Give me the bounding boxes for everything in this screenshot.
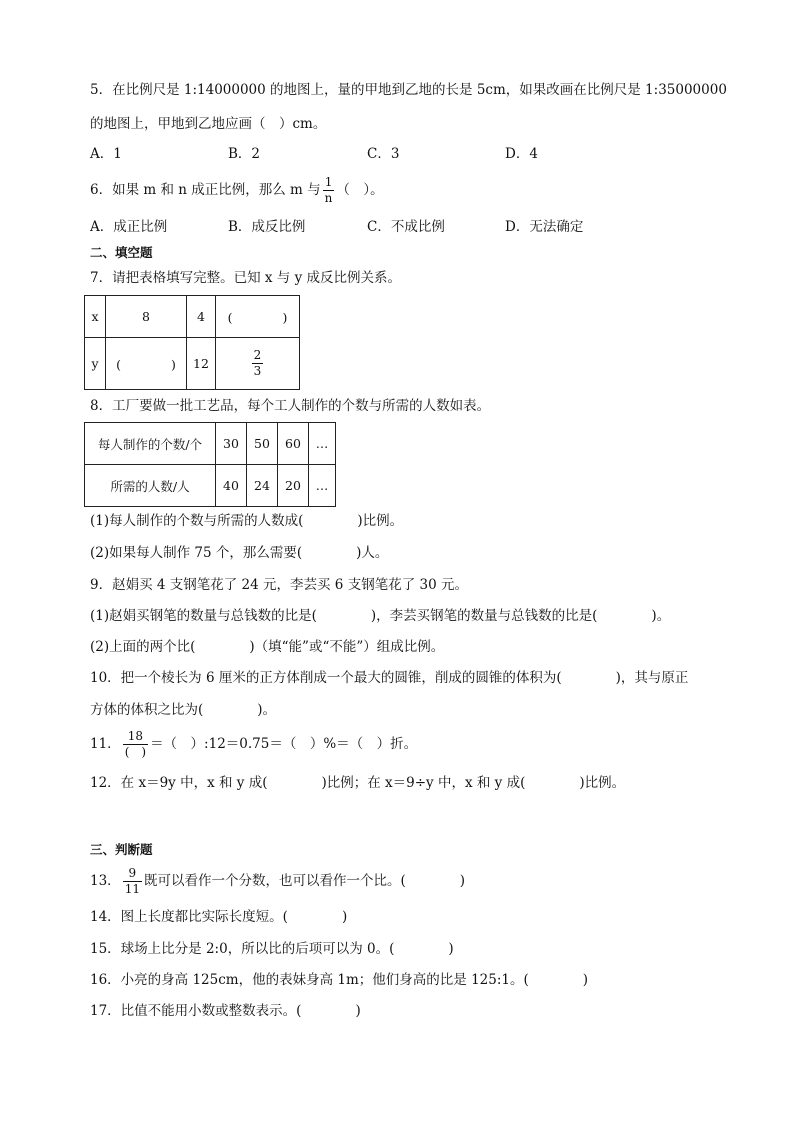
table-cell: … [309,465,336,507]
question-16: 16．小亮的身高 125cm，他的表妹身高 1m；他们身高的比是 125:1。( ) [90,972,589,988]
option-c: C．不成比例 [367,219,445,235]
question-13-prefix: 13． [90,873,121,889]
question-13 [90,862,465,900]
question-11-prefix: 11． [90,736,121,752]
table-cell: … [309,423,336,465]
question-8-text: 8．工厂要做一批工艺品，每个工人制作的个数与所需的人数如表。 [90,398,491,414]
option-a: A．1 [90,146,122,162]
fraction-1-over-n: $\frac{1}{n}$ [324,175,333,205]
question-7-table [84,295,300,390]
table-cell-fraction: $\frac{2}{3}$ [216,338,300,390]
option-d: D．4 [505,146,538,162]
table-cell: y [85,338,106,390]
question-7-text: 7．请把表格填写完整。已知 x 与 y 成反比例关系。 [90,270,401,286]
question-12-text: 12．在 x＝9y 中，x 和 y 成( )比例；在 x＝9÷y 中，x 和 y 成( )比例。 [90,775,626,791]
option-b: B．成反比例 [228,219,306,235]
option-d: D．无法确定 [505,219,584,235]
table-cell: 24 [247,465,278,507]
question-14: 14．图上长度都比实际长度短。( ) [90,909,348,925]
table-cell: 30 [216,423,247,465]
table-cell: 每人制作的个数/个 [85,423,216,465]
table-row-x [85,296,300,338]
question-11-suffix: ＝（ ）:12＝0.75＝（ ）%＝（ ）折。 [150,736,418,752]
question-9-sub-2: (2)上面的两个比( )（填“能”或“不能”）组成比例。 [90,639,445,655]
question-17: 17．比值不能用小数或整数表示。( ) [90,1003,361,1019]
question-6 [90,174,384,206]
question-10-line-2: 方体的体积之比为( )。 [90,702,277,718]
table-cell: 20 [278,465,309,507]
table-cell-blank: ( ) [216,296,300,338]
table-cell: 60 [278,423,309,465]
question-8-sub-1: (1)每人制作的个数与所需的人数成( )比例。 [90,513,404,529]
question-8-table [84,422,336,507]
table-cell-blank: ( ) [106,338,187,390]
question-6-options [90,217,710,237]
fraction-18-over-blank: $\frac{18}{( )}$ [124,729,147,759]
question-5-options [90,144,710,164]
question-5-line-2: 的地图上，甲地到乙地应画（ ）cm。 [90,116,327,132]
question-6-prefix: 6．如果 m 和 n 成正比例，那么 m 与 [90,182,321,198]
table-cell: 8 [106,296,187,338]
question-11 [90,725,417,763]
table-cell: 所需的人数/人 [85,465,216,507]
table-row-y [85,338,300,390]
question-6-suffix: （ ）。 [336,182,384,198]
table-cell: 4 [187,296,216,338]
option-c: C．3 [367,146,400,162]
option-a: A．成正比例 [90,219,168,235]
table-cell: 12 [187,338,216,390]
question-13-suffix: 既可以看作一个分数，也可以看作一个比。( ) [143,873,466,889]
table-cell: x [85,296,106,338]
table-cell: 50 [247,423,278,465]
question-9-sub-1: (1)赵娟买钢笔的数量与总钱数的比是( )，李芸买钢笔的数量与总钱数的比是( )。 [90,608,671,624]
table-cell: 40 [216,465,247,507]
section-heading-fill-in: 二、填空题 [90,245,153,260]
question-15: 15．球场上比分是 2:0，所以比的后项可以为 0。( ) [90,941,454,957]
question-9-text: 9．赵娟买 4 支钢笔花了 24 元，李芸买 6 支钢笔花了 30 元。 [90,577,468,593]
section-heading-judgement: 三、判断题 [90,842,153,857]
fraction-9-over-11: $\frac{9}{11}$ [124,866,140,896]
question-10-line-1: 10．把一个棱长为 6 厘米的正方体削成一个最大的圆锥，削成的圆锥的体积为( )，其与原正 [90,670,689,686]
question-8-sub-2: (2)如果每人制作 75 个，那么需要( )人。 [90,545,389,561]
table-row [85,423,336,465]
option-b: B．2 [228,146,261,162]
table-row [85,465,336,507]
question-5-line-1: 5．在比例尺是 1:14000000 的地图上，量的甲地到乙地的长是 5cm，如果改画在比例尺是 1:35000000 [90,82,727,98]
